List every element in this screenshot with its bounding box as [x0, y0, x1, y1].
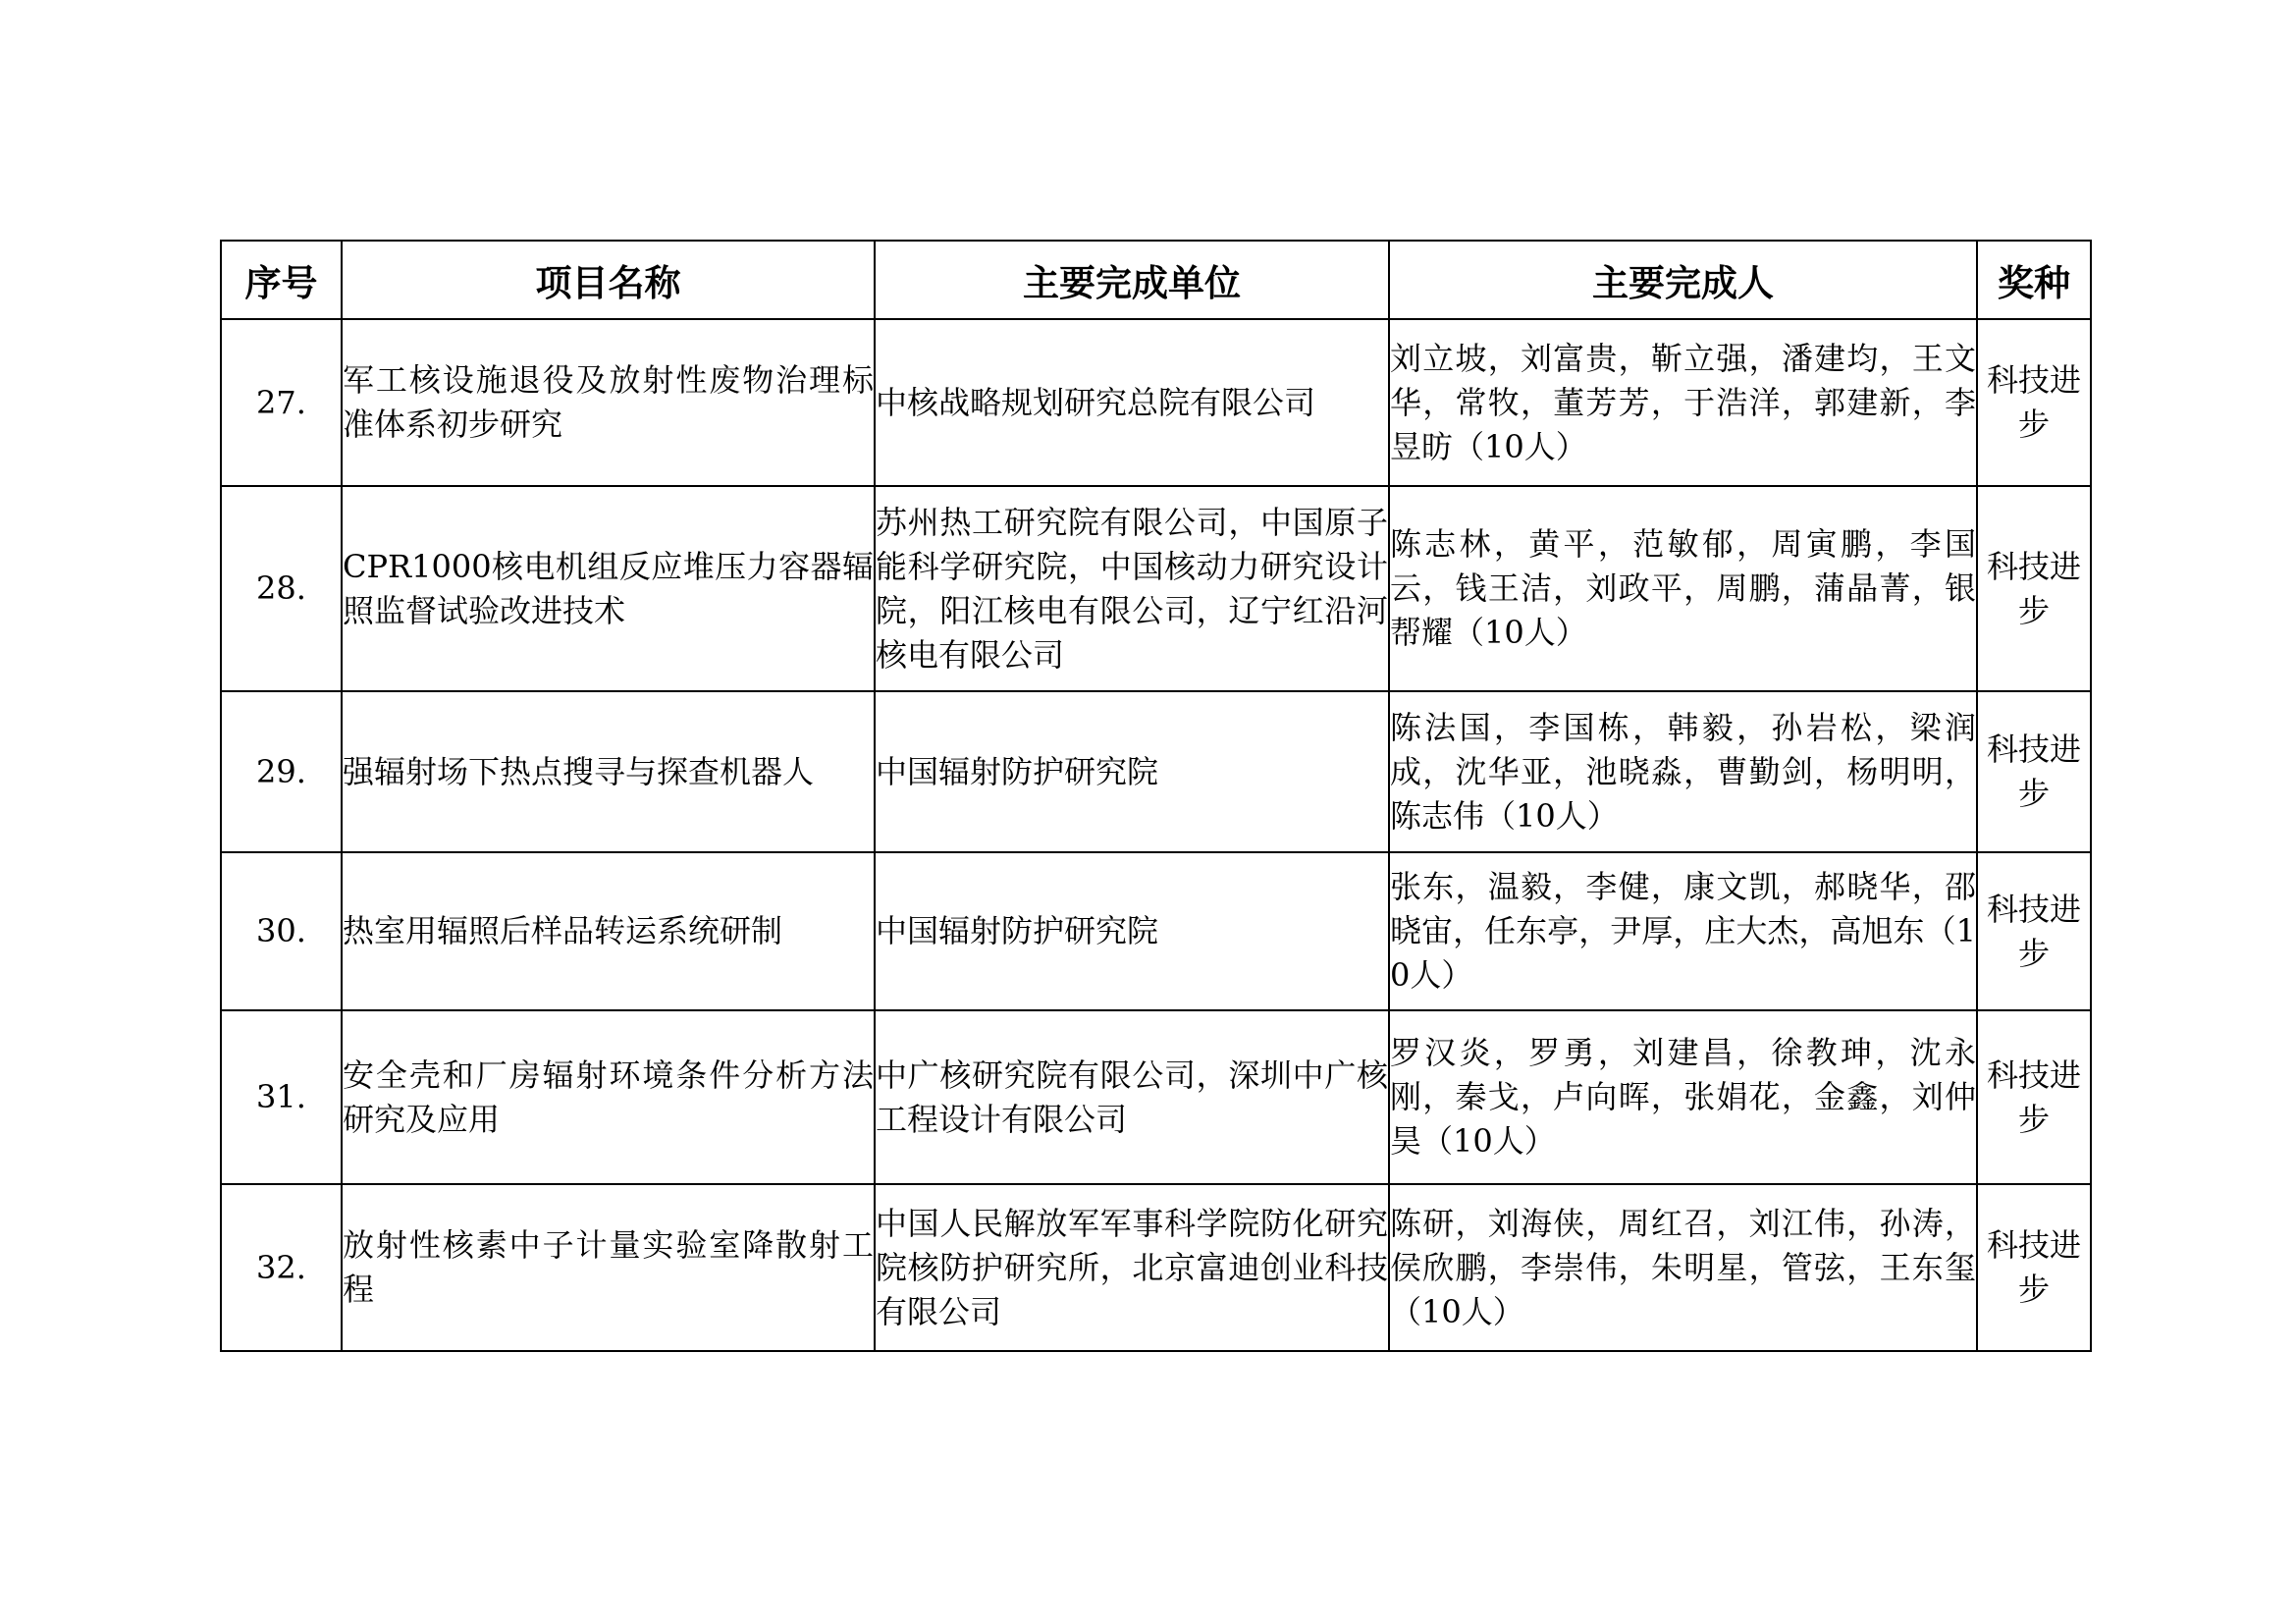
- award-type-text: 科技进步: [1986, 1226, 2081, 1308]
- cell-seq: 30.: [221, 852, 342, 1010]
- cell-project-name: [342, 1010, 875, 1184]
- people-text: 刘立坡，刘富贵，靳立强，潘建均，王文华，常牧，董芳芳，于浩洋，郭建新，李昱昉（10人）: [1390, 339, 1976, 465]
- table-row: [221, 319, 2091, 486]
- table-body: [221, 319, 2091, 1351]
- cell-seq: 27.: [221, 319, 342, 486]
- cell-people: [1389, 852, 1977, 1010]
- award-table: [220, 240, 2092, 1352]
- cell-organization: [875, 852, 1389, 1010]
- header-organization: 主要完成单位: [875, 241, 1389, 319]
- header-seq: 序号: [221, 241, 342, 319]
- project-name-text: 军工核设施退役及放射性废物治理标准体系初步研究: [343, 361, 874, 443]
- cell-award-type: [1977, 1010, 2091, 1184]
- organization-text: 中国辐射防护研究院: [876, 912, 1159, 949]
- cell-organization: [875, 691, 1389, 852]
- cell-seq: 28.: [221, 486, 342, 691]
- cell-people: [1389, 486, 1977, 691]
- cell-award-type: [1977, 691, 2091, 852]
- project-name-text: 安全壳和厂房辐射环境条件分析方法研究及应用: [343, 1056, 874, 1138]
- cell-people: [1389, 691, 1977, 852]
- people-text: 罗汉炎，罗勇，刘建昌，徐教珅，沈永刚，秦戈，卢向晖，张娟花，金鑫，刘仲昊（10人）: [1390, 1034, 1976, 1160]
- header-people: 主要完成人: [1389, 241, 1977, 319]
- people-text: 张东，温毅，李健，康文凯，郝晓华，邵晓宙，任东亭，尹厚，庄大杰，高旭东（10人）: [1390, 868, 1976, 994]
- cell-seq: 29.: [221, 691, 342, 852]
- organization-text: 苏州热工研究院有限公司，中国原子能科学研究院，中国核动力研究设计院，阳江核电有限公司，辽宁红沿河核电有限公司: [876, 503, 1388, 674]
- people-text: 陈研，刘海侠，周红召，刘江伟，孙涛，侯欣鹏，李崇伟，朱明星，管弦，王东玺（10人）: [1390, 1204, 1976, 1330]
- table-row: [221, 486, 2091, 691]
- cell-award-type: [1977, 319, 2091, 486]
- project-name-text: CPR1000核电机组反应堆压力容器辐照监督试验改进技术: [343, 547, 874, 629]
- table-row: [221, 691, 2091, 852]
- cell-award-type: [1977, 1184, 2091, 1351]
- table-row: [221, 852, 2091, 1010]
- cell-people: [1389, 1010, 1977, 1184]
- organization-text: 中国辐射防护研究院: [876, 752, 1159, 790]
- award-type-text: 科技进步: [1986, 547, 2081, 629]
- cell-project-name: [342, 691, 875, 852]
- organization-text: 中广核研究院有限公司，深圳中广核工程设计有限公司: [876, 1056, 1388, 1138]
- cell-organization: [875, 486, 1389, 691]
- cell-project-name: [342, 1184, 875, 1351]
- cell-seq: 31.: [221, 1010, 342, 1184]
- table-row: [221, 1010, 2091, 1184]
- table-row: [221, 1184, 2091, 1351]
- cell-project-name: [342, 486, 875, 691]
- cell-organization: [875, 319, 1389, 486]
- organization-text: 中国人民解放军军事科学院防化研究院核防护研究所，北京富迪创业科技有限公司: [876, 1204, 1388, 1330]
- cell-people: [1389, 1184, 1977, 1351]
- cell-project-name: [342, 319, 875, 486]
- project-name-text: 放射性核素中子计量实验室降散射工程: [343, 1226, 874, 1308]
- header-row: [221, 241, 2091, 319]
- organization-text: 中核战略规划研究总院有限公司: [876, 383, 1316, 421]
- header-award-type: 奖种: [1977, 241, 2091, 319]
- project-name-text: 热室用辐照后样品转运系统研制: [343, 912, 783, 949]
- award-type-text: 科技进步: [1986, 890, 2081, 972]
- award-type-text: 科技进步: [1986, 361, 2081, 443]
- award-type-text: 科技进步: [1986, 731, 2081, 812]
- cell-organization: [875, 1010, 1389, 1184]
- cell-award-type: [1977, 486, 2091, 691]
- cell-project-name: [342, 852, 875, 1010]
- table-header: [221, 241, 2091, 319]
- people-text: 陈法国，李国栋，韩毅，孙岩松，梁润成，沈华亚，池晓淼，曹勤剑，杨明明，陈志伟（10人）: [1390, 708, 1976, 835]
- cell-organization: [875, 1184, 1389, 1351]
- cell-people: [1389, 319, 1977, 486]
- cell-award-type: [1977, 852, 2091, 1010]
- award-type-text: 科技进步: [1986, 1056, 2081, 1138]
- people-text: 陈志林，黄平，范敏郁，周寅鹏，李国云，钱王洁，刘政平，周鹏，蒲晶菁，银帮耀（10人）: [1390, 525, 1976, 651]
- header-project-name: 项目名称: [342, 241, 875, 319]
- cell-seq: 32.: [221, 1184, 342, 1351]
- project-name-text: 强辐射场下热点搜寻与探查机器人: [343, 752, 815, 790]
